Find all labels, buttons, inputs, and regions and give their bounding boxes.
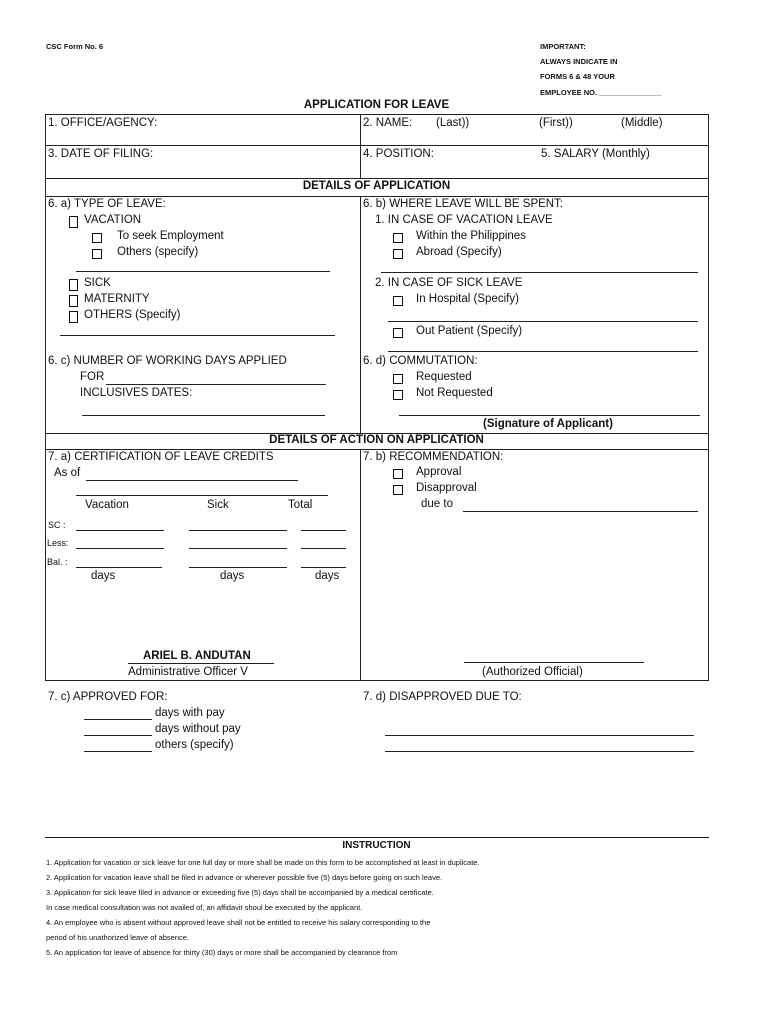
bal-sick-field[interactable]: [189, 567, 287, 568]
requested-checkbox[interactable]: [393, 374, 403, 384]
last-name-label: (Last)): [436, 117, 470, 129]
instruction-line-7: 5. An application for leave of absence for thirty (30) days or more shall be accompanied by clearance from: [46, 948, 398, 957]
disapproved-reason-field-1[interactable]: [385, 735, 694, 736]
important-line-3: FORMS 6 & 48 YOUR: [540, 72, 615, 81]
others-specify-field[interactable]: [84, 751, 152, 752]
date-of-filing-label: 3. DATE OF FILING:: [48, 148, 154, 160]
seek-employment-label: To seek Employment: [117, 230, 224, 242]
others-specify-label: Others (specify): [117, 246, 199, 258]
sc-vacation-field[interactable]: [76, 530, 164, 531]
vacation-days-label: days: [91, 570, 116, 582]
maternity-label: MATERNITY: [84, 293, 150, 305]
position-label: 4. POSITION:: [363, 148, 434, 160]
total-days-label: days: [315, 570, 340, 582]
disapproval-label: Disapproval: [416, 482, 477, 494]
bal-row-label: Bal. :: [47, 557, 68, 567]
case-vacation-label: 1. IN CASE OF VACATION LEAVE: [375, 214, 553, 226]
sick-days-label: days: [220, 570, 245, 582]
days-applied-field[interactable]: [106, 384, 326, 385]
signature-field[interactable]: [399, 415, 700, 416]
not-requested-checkbox[interactable]: [393, 390, 403, 400]
vacation-column-header: Vacation: [85, 499, 129, 511]
instruction-line-6: period of his unathorized leave of absence.: [46, 933, 190, 942]
disapproved-label: 7. d) DISAPPROVED DUE TO:: [363, 691, 522, 703]
for-label: FOR: [80, 371, 105, 383]
inclusive-dates-field[interactable]: [82, 415, 325, 416]
in-hospital-checkbox[interactable]: [393, 296, 403, 306]
type-of-leave-heading: 6. a) TYPE OF LEAVE:: [48, 198, 166, 210]
disapproval-checkbox[interactable]: [393, 485, 403, 495]
seek-employment-checkbox[interactable]: [92, 233, 102, 243]
instruction-line-2: 2. Application for vacation leave shall be filed in advance or wherever possible five (5) days before going on such leave.: [46, 873, 443, 882]
others-specify-approved-label: others (specify): [155, 739, 234, 751]
commutation-label: 6. d) COMMUTATION:: [363, 355, 478, 367]
case-sick-label: 2. IN CASE OF SICK LEAVE: [375, 277, 523, 289]
approval-checkbox[interactable]: [393, 469, 403, 479]
important-line-1: IMPORTANT:: [540, 42, 586, 51]
as-of-label: As of: [54, 467, 81, 479]
instruction-heading: INSTRUCTION: [342, 840, 411, 851]
action-heading: DETAILS OF ACTION ON APPLICATION: [269, 434, 484, 446]
in-hospital-label: In Hospital (Specify): [416, 293, 519, 305]
abroad-checkbox[interactable]: [393, 249, 403, 259]
signature-label: (Signature of Applicant): [483, 418, 613, 430]
less-vacation-field[interactable]: [76, 548, 164, 549]
total-column-header: Total: [288, 499, 313, 511]
sc-sick-field[interactable]: [189, 530, 287, 531]
as-of-field[interactable]: [86, 480, 298, 481]
out-patient-label: Out Patient (Specify): [416, 325, 523, 337]
out-patient-checkbox[interactable]: [393, 328, 403, 338]
important-line-4: EMPLOYEE NO. _______________: [540, 88, 662, 97]
bal-total-field[interactable]: [301, 567, 346, 568]
vacation-checkbox[interactable]: [69, 216, 78, 228]
name-label: 2. NAME:: [363, 117, 413, 129]
approval-label: Approval: [416, 466, 462, 478]
where-leave-heading: 6. b) WHERE LEAVE WILL BE SPENT:: [363, 198, 564, 210]
officer-name: ARIEL B. ANDUTAN: [143, 650, 251, 662]
others-checkbox[interactable]: [69, 311, 78, 323]
officer-title: Administrative Officer V: [128, 666, 248, 678]
vacation-label: VACATION: [84, 214, 142, 226]
instruction-line-5: 4. An employee who is absent without approved leave shall not be entitled to receive his salary corresponding to the: [46, 918, 431, 927]
within-philippines-label: Within the Philippines: [416, 230, 526, 242]
first-name-label: (First)): [539, 117, 573, 129]
requested-label: Requested: [416, 371, 472, 383]
within-philippines-checkbox[interactable]: [393, 233, 403, 243]
less-total-field[interactable]: [301, 548, 346, 549]
authorized-signature-field[interactable]: [464, 662, 644, 663]
others-label: OTHERS (Specify): [84, 309, 181, 321]
certification-label: 7. a) CERTIFICATION OF LEAVE CREDITS: [48, 451, 274, 463]
days-without-pay-field[interactable]: [84, 735, 152, 736]
days-without-pay-label: days without pay: [155, 723, 241, 735]
instruction-line-3: 3. Application for sick leave filed in advance or exceeding five (5) days shall be accompanied by a medical certificate.: [46, 888, 434, 897]
details-heading: DETAILS OF APPLICATION: [302, 180, 451, 192]
due-to-label: due to: [421, 498, 453, 510]
not-requested-label: Not Requested: [416, 387, 493, 399]
form-title: APPLICATION FOR LEAVE: [303, 99, 450, 111]
days-with-pay-field[interactable]: [84, 719, 152, 720]
due-to-field[interactable]: [463, 511, 698, 512]
others-specify-checkbox[interactable]: [92, 249, 102, 259]
num-days-label: 6. c) NUMBER OF WORKING DAYS APPLIED: [48, 355, 287, 367]
sc-row-label: SC :: [48, 520, 66, 530]
recommendation-label: 7. b) RECOMMENDATION:: [363, 451, 504, 463]
sick-label: SICK: [84, 277, 111, 289]
form-number: CSC Form No. 6: [46, 42, 104, 51]
abroad-label: Abroad (Specify): [416, 246, 502, 258]
instruction-line-4: In case medical consultation was not availed of, an affidavit shoul be executed by the applicant.: [46, 903, 363, 912]
important-line-2: ALWAYS INDICATE IN: [540, 57, 618, 66]
sick-checkbox[interactable]: [69, 279, 78, 291]
authorized-official-label: (Authorized Official): [482, 666, 583, 678]
inclusive-dates-label: INCLUSIVES DATES:: [80, 387, 193, 399]
maternity-checkbox[interactable]: [69, 295, 78, 307]
sc-total-field[interactable]: [301, 530, 346, 531]
disapproved-reason-field-2[interactable]: [385, 751, 694, 752]
less-sick-field[interactable]: [189, 548, 287, 549]
instruction-line-1: 1. Application for vacation or sick leave for one full day or more shall be made on this form to be accomplished at least in duplicate.: [46, 858, 480, 867]
less-row-label: Less:: [47, 538, 69, 548]
salary-label: 5. SALARY (Monthly): [541, 148, 650, 160]
sick-column-header: Sick: [207, 499, 229, 511]
days-with-pay-label: days with pay: [155, 707, 225, 719]
approved-for-label: 7. c) APPROVED FOR:: [48, 691, 168, 703]
middle-name-label: (Middle): [621, 117, 663, 129]
bal-vacation-field[interactable]: [76, 567, 162, 568]
office-agency-label: 1. OFFICE/AGENCY:: [48, 117, 158, 129]
